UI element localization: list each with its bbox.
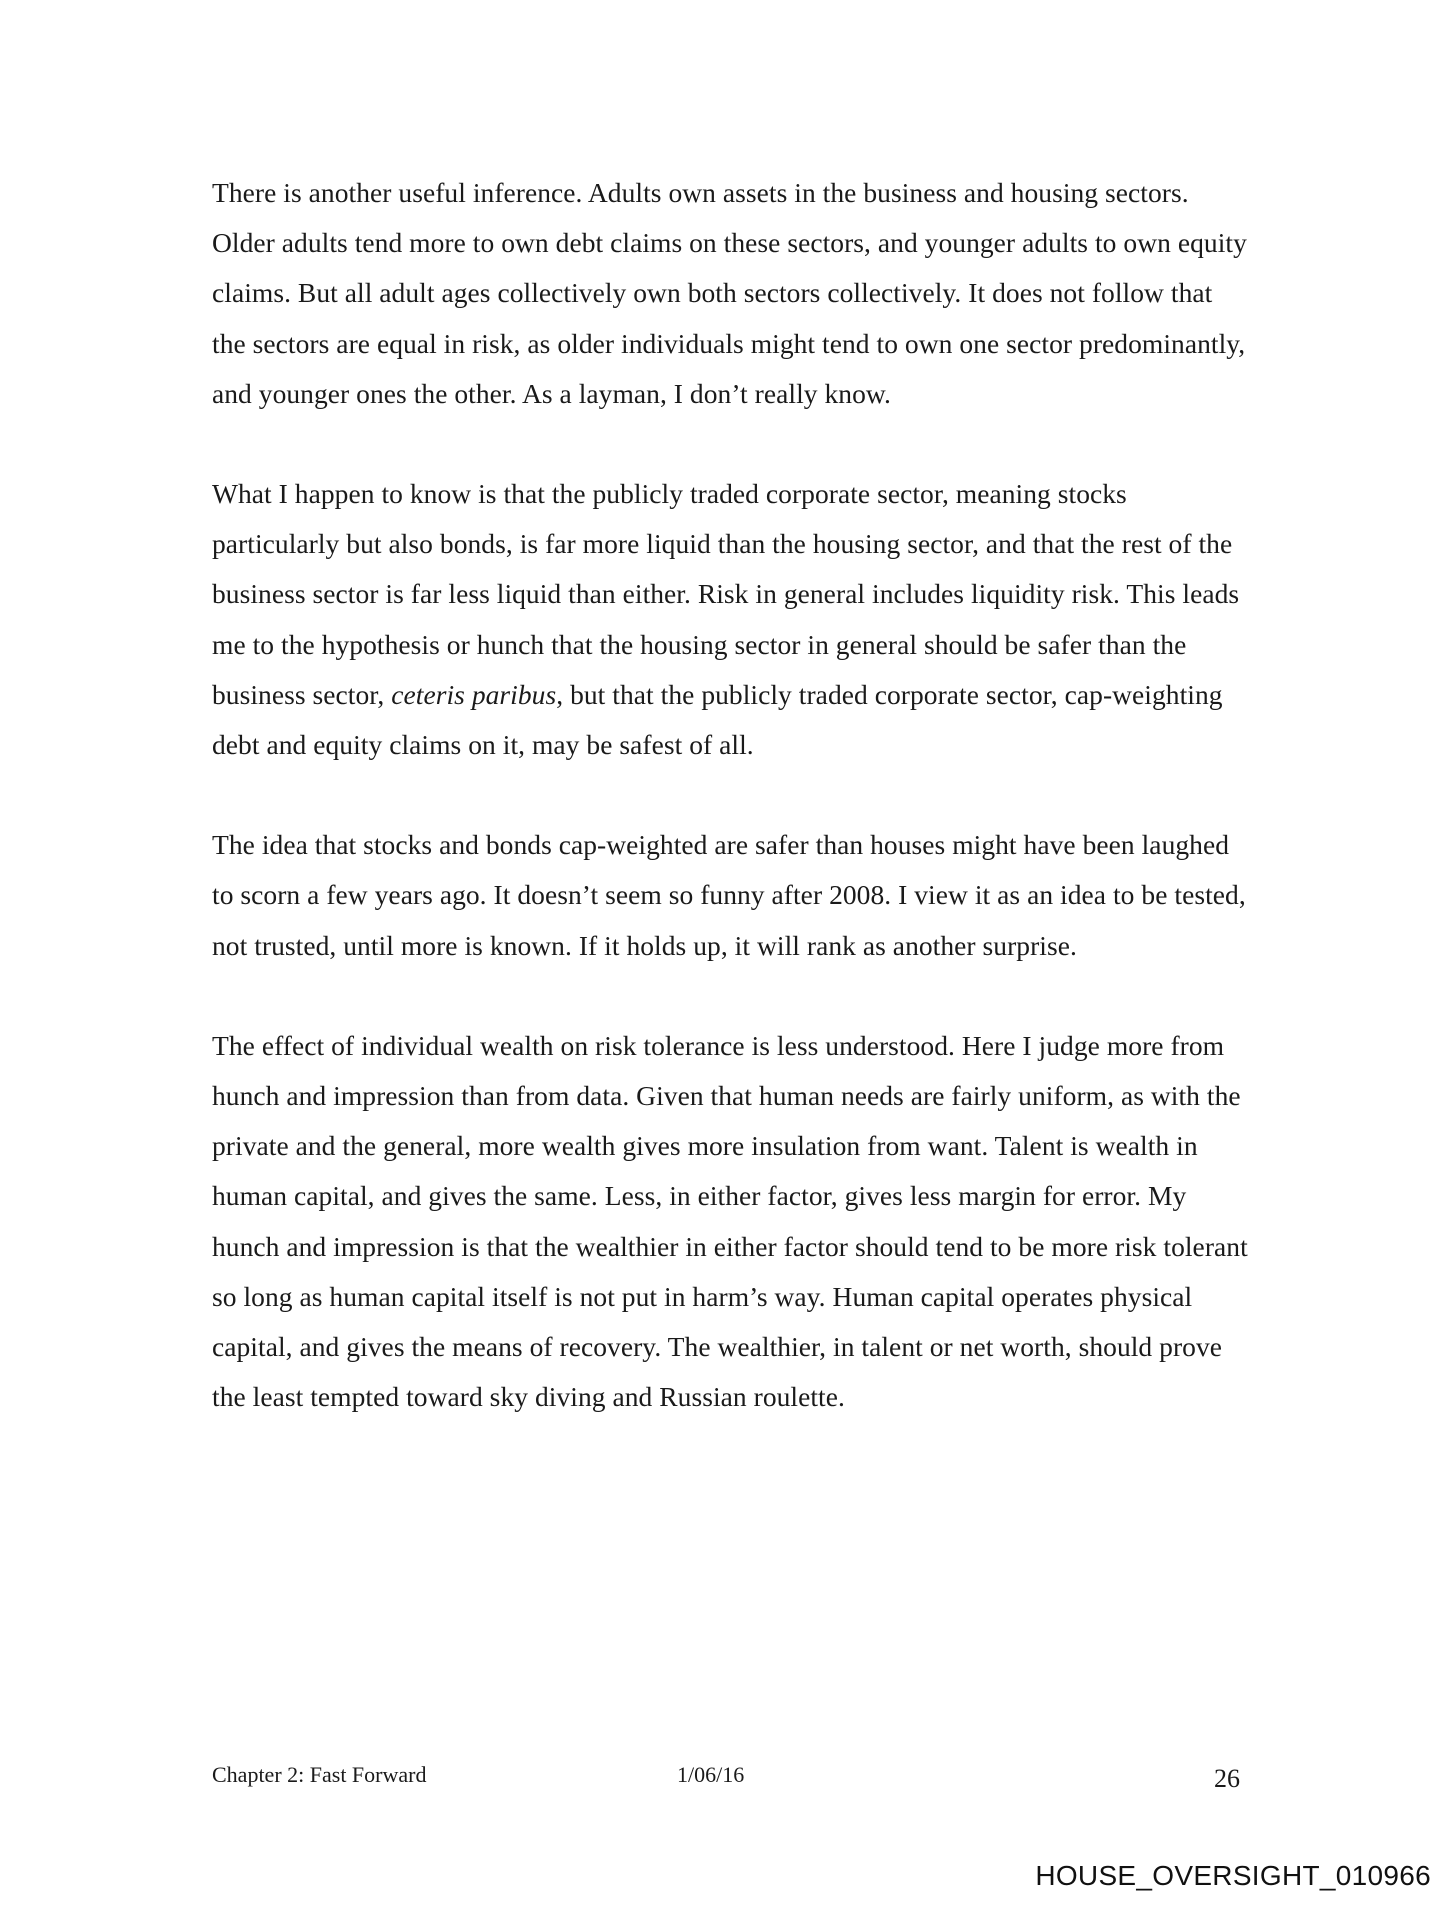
paragraph-liquidity-italic: ceteris paribus xyxy=(391,678,557,710)
paragraph-liquidity-text-end: , but that the publicly traded corporate sector, cap-weighting debt and equity claims on it, may be safest of all. xyxy=(212,678,1223,761)
footer-page-number: 26 xyxy=(1214,1764,1240,1793)
paragraph-inference: There is another useful inference. Adults own assets in the business and housing sectors. Older adults tend more to own debt claims on these sectors, and younger adults to own equity claims. But all adult ages collectively own both sectors collectively. It does not follow that the sectors are equal in risk, as older individuals might tend to own one sector predominantly, and younger ones the other. As a layman, I don’t really know. xyxy=(212,177,1247,409)
paragraph-liquidity xyxy=(212,469,1252,770)
bates-number: HOUSE_OVERSIGHT_010966 xyxy=(1035,1860,1431,1891)
paragraph-liquidity-text-start: What I happen to know is that the publicly traded corporate sector, meaning stocks particularly but also bonds, is far more liquid than the housing sector, and that the rest of the business sector is far less liquid than either. Risk in general includes liquidity risk. This leads me to the hypothesis or hunch that the housing sector in general should be safer than the business sector, xyxy=(212,478,1240,710)
footer-chapter-title: Chapter 2: Fast Forward xyxy=(212,1762,427,1787)
document-body xyxy=(212,168,1252,1472)
page-footer xyxy=(212,1760,1252,1800)
paragraph-wealth-risk: The effect of individual wealth on risk tolerance is less understood. Here I judge more from hunch and impression than from data. Given that human needs are fairly uniform, as with the private and the general, more wealth gives more insulation from want. Talent is wealth in human capital, and gives the same. Less, in either factor, gives less margin for error. My hunch and impression is that the wealthier in either factor should tend to be more risk tolerant so long as human capital itself is not put in harm’s way. Human capital operates physical capital, and gives the means of recovery. The wealthier, in talent or net worth, should prove the least tempted toward sky diving and Russian roulette. xyxy=(212,1029,1248,1413)
footer-date: 1/06/16 xyxy=(677,1762,745,1787)
paragraph-stocks-vs-houses: The idea that stocks and bonds cap-weighted are safer than houses might have been laughed to scorn a few years ago. It doesn’t seem so funny after 2008. I view it as an idea to be tested, not trusted, until more is known. If it holds up, it will rank as another surprise. xyxy=(212,829,1246,961)
